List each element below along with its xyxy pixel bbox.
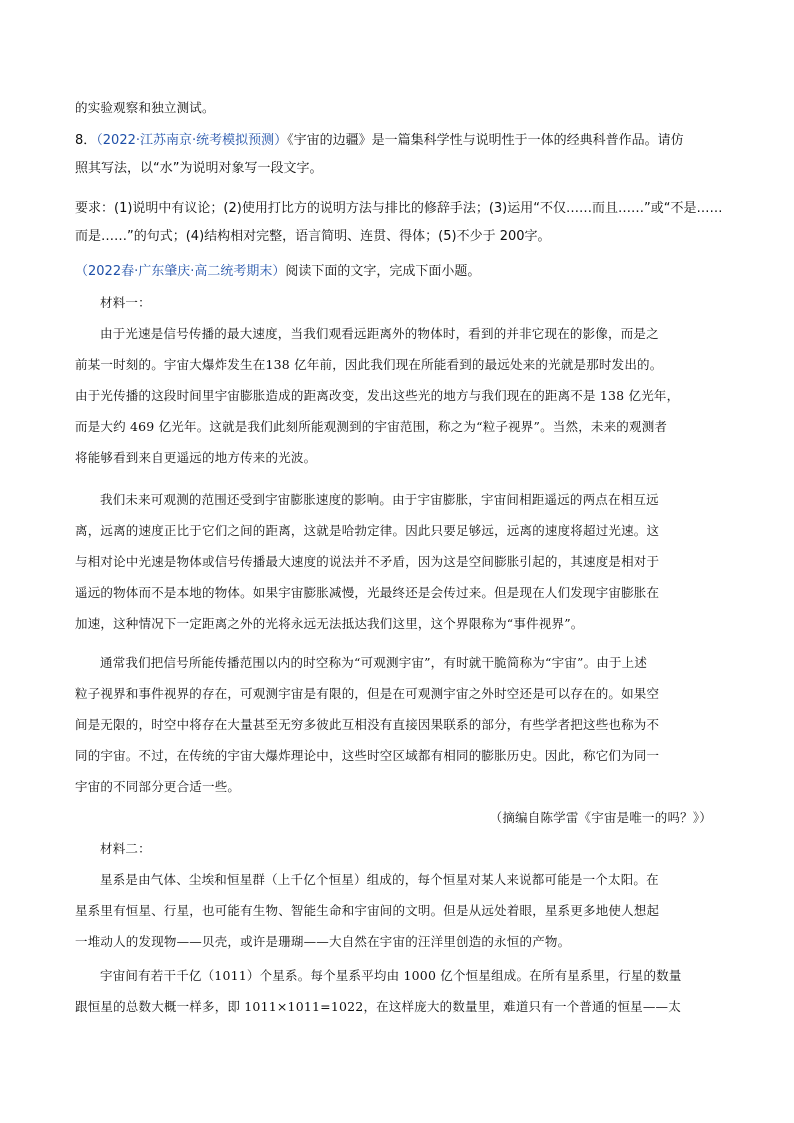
passage-line: 星系是由气体、尘埃和恒星群（上千亿个恒星）组成的，每个恒星对某人来说都可能是一个太阳。在 (100, 872, 659, 887)
passage-line: 遥远的物体而不是本地的物体。如果宇宙膨胀减慢，光最终还是会传过来。但是现在人们发现宇宙膨胀在 (75, 585, 660, 600)
passage-line: 我们未来可观测的范围还受到宇宙膨胀速度的影响。由于宇宙膨胀，宇宙间相距遥远的两点在相互远 (100, 492, 659, 507)
passage-line: 同的宇宙。不过，在传统的宇宙大爆炸理论中，这些时空区域都有相同的膨胀历史。因此，称它们为同一 (75, 748, 660, 763)
question-8 (75, 131, 684, 151)
material-heading: 材料一： (100, 295, 151, 310)
material-heading: 材料二： (100, 841, 151, 856)
passage-line: 星系里有恒星、行星，也可能有生物、智能生命和宇宙间的文明。但是从远处着眼，星系更多地使人想起 (75, 903, 660, 918)
text-line: 的实验观察和独立测试。 (75, 100, 215, 115)
question-text: 《宇宙的边疆》是一篇集科学性与说明性于一体的经典科普作品。请仿 (287, 133, 684, 148)
reading-source: （2022春·广东肇庆·高二统考期末） (75, 264, 286, 279)
passage-line: 一堆动人的发现物——贝壳，或许是珊瑚——大自然在宇宙的汪洋里创造的永恒的产物。 (75, 934, 571, 949)
passage-line: 间是无限的，时空中将存在大量甚至无穷多彼此互相没有直接因果联系的部分，有些学者把这些也称为不 (75, 717, 660, 732)
question-text-line: 照其写法，以“水”为说明对象写一段文字。 (75, 161, 323, 176)
passage-line: 跟恒星的总数大概一样多，即 1011×1011=1022，在这样庞大的数量里，难道只有一个普通的恒星——太 (75, 999, 681, 1014)
passage-citation: （摘编自陈学雷《宇宙是唯一的吗？》） (489, 810, 712, 825)
reading-intro (75, 262, 480, 282)
passage-line: 将能够看到来自更遥远的地方传来的光波。 (75, 450, 317, 465)
passage-line: 由于光传播的这段时间里宇宙膨胀造成的距离改变，发出这些光的地方与我们现在的距离不是 138 亿光年， (75, 388, 680, 403)
requirement-line: 而是……”的句式；(4)结构相对完整，语言简明、连贯、得体；(5)不少于 200字。 (75, 229, 551, 244)
passage-line: 通常我们把信号所能传播范围以内的时空称为“可观测宇宙”，有时就干脆简称为“宇宙”。由于上述 (100, 655, 648, 670)
passage-line: 宇宙间有若干千亿（1011）个星系。每个星系平均由 1000 亿个恒星组成。在所有星系里，行星的数量 (100, 968, 682, 983)
passage-line: 由于光速是信号传播的最大速度，当我们观看远距离外的物体时，看到的并非它现在的影像，而是之 (100, 326, 659, 341)
passage-line: 与相对论中光速是物体或信号传播最大速度的说法并不矛盾，因为这是空间膨胀引起的，其速度是相对于 (75, 554, 660, 569)
passage-line: 粒子视界和事件视界的存在，可观测宇宙是有限的，但是在可观测宇宙之外时空还是可以存在的。如果空 (75, 686, 660, 701)
requirement-line: 要求：(1)说明中有议论；(2)使用打比方的说明方法与排比的修辞手法；(3)运用“不仅……而且……”或“不是…… (75, 201, 723, 216)
passage-line: 前某一时刻的。宇宙大爆炸发生在138 亿年前，因此我们现在所能看到的最远处来的光就是那时发出的。 (75, 357, 663, 372)
passage-line: 宇宙的不同部分更合适一些。 (75, 779, 241, 794)
passage-line: 加速，这种情况下一定距离之外的光将永远无法抵达我们这里，这个界限称为“事件视界”。 (75, 616, 584, 631)
reading-instruction: 阅读下面的文字，完成下面小题。 (285, 264, 481, 279)
question-source: （2022·江苏南京·统考模拟预测） (96, 133, 288, 148)
passage-line: 离，远离的速度正比于它们之间的距离，这就是哈勃定律。因此只要足够远，远离的速度将超过光速。这 (75, 523, 660, 538)
passage-line: 而是大约 469 亿光年。这就是我们此刻所能观测到的宇宙范围，称之为“粒子视界”。当然，未来的观测者 (75, 419, 668, 434)
question-number: 8． (75, 133, 97, 148)
